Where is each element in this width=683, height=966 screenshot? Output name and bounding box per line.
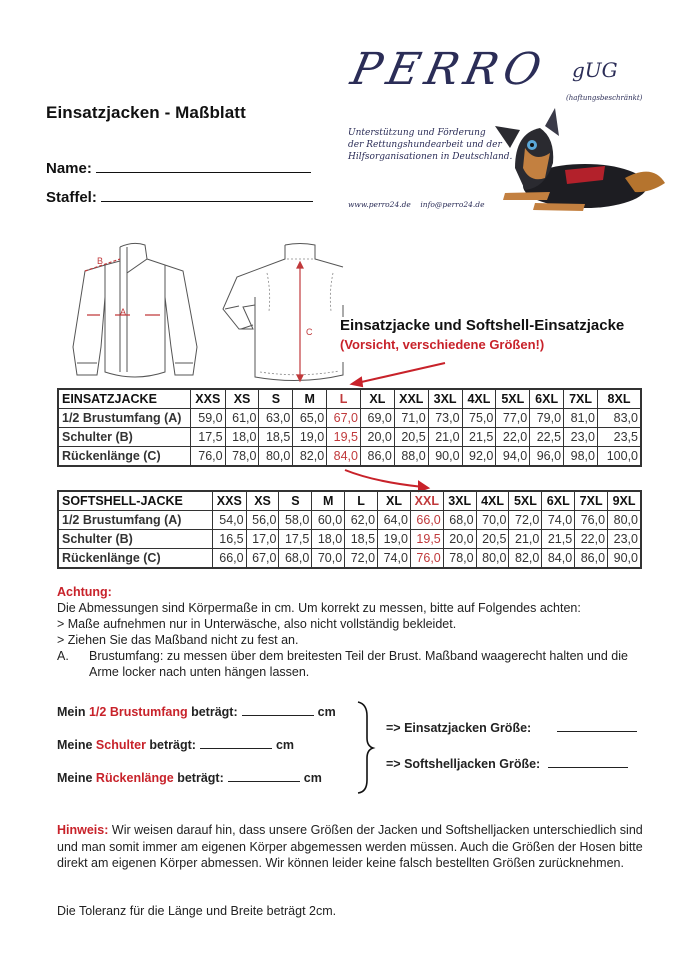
meas-suffix: beträgt:	[177, 771, 224, 785]
cell: 17,5	[191, 428, 226, 447]
page-title: Einsatzjacken - Maßblatt	[46, 103, 246, 122]
cell: 63,0	[259, 409, 293, 428]
table-row	[58, 409, 641, 428]
cell: 78,0	[225, 447, 259, 467]
cell: 60,0	[312, 511, 345, 530]
cell-highlight: 76,0	[410, 549, 443, 569]
meas-term: Rückenlänge	[95, 771, 174, 785]
caption-warning: (Vorsicht, verschiedene Größen!)	[340, 337, 545, 352]
meas-unit: cm	[317, 705, 336, 719]
cell: 21,5	[462, 428, 496, 447]
staffel-label: Staffel:	[46, 189, 97, 206]
cell-highlight: 19,5	[327, 428, 361, 447]
notes-heading: Achtung:	[57, 585, 112, 599]
cell: 74,0	[378, 549, 411, 569]
cell: 90,0	[608, 549, 641, 569]
hinweis-paragraph	[57, 822, 657, 872]
table-header-row	[58, 389, 641, 409]
result-label: => Einsatzjacken Größe:	[386, 721, 532, 735]
size-header: 7XL	[575, 491, 608, 511]
cell: 68,0	[279, 549, 312, 569]
cell: 22,5	[530, 428, 564, 447]
table-row	[58, 511, 641, 530]
item-key: A.	[57, 649, 69, 663]
meas-prefix: Meine	[57, 738, 93, 752]
cell: 21,5	[542, 530, 575, 549]
table-row	[58, 530, 641, 549]
cell-highlight: 84,0	[327, 447, 361, 467]
cell: 17,0	[246, 530, 279, 549]
einsatz-size-result	[386, 720, 637, 735]
cell: 73,0	[428, 409, 462, 428]
cell: 86,0	[575, 549, 608, 569]
size-header: 6XL	[542, 491, 575, 511]
meas-term: Schulter	[95, 738, 146, 752]
notes-section	[57, 584, 677, 680]
cell: 92,0	[462, 447, 496, 467]
row-label: Rückenlänge (C)	[58, 447, 191, 467]
size-header: 5XL	[509, 491, 542, 511]
size-header: 5XL	[496, 389, 530, 409]
size-header: 3XL	[443, 491, 476, 511]
cell: 22,0	[496, 428, 530, 447]
notes-bullet: > Maße aufnehmen nur in Unterwäsche, also nicht vollständig bekleidet.	[57, 617, 457, 631]
cell: 77,0	[496, 409, 530, 428]
size-header: 9XL	[608, 491, 641, 511]
softshell-size-input-line[interactable]	[548, 756, 628, 768]
cell: 66,0	[213, 549, 247, 569]
cell: 86,0	[361, 447, 395, 467]
cell: 19,0	[378, 530, 411, 549]
row-label: Rückenlänge (C)	[58, 549, 213, 569]
logo-brand: PERRO	[346, 44, 552, 95]
cell: 80,0	[608, 511, 641, 530]
meas-prefix: Meine	[57, 771, 93, 785]
notes-item-a	[57, 648, 677, 680]
size-header: S	[279, 491, 312, 511]
cell: 94,0	[496, 447, 530, 467]
cell: 80,0	[476, 549, 509, 569]
einsatz-size-input-line[interactable]	[557, 720, 637, 732]
logo-suffix: gUG	[572, 58, 618, 82]
cell-highlight: 19,5	[410, 530, 443, 549]
meas-unit: cm	[303, 771, 322, 785]
cell: 21,0	[509, 530, 542, 549]
cell: 100,0	[598, 447, 642, 467]
cell: 88,0	[394, 447, 428, 467]
cell-highlight: 66,0	[410, 511, 443, 530]
cell: 82,0	[293, 447, 327, 467]
cell: 68,0	[443, 511, 476, 530]
softshell-size-result	[386, 756, 628, 771]
cell: 64,0	[378, 511, 411, 530]
email-link[interactable]: info@perro24.de	[420, 200, 485, 209]
cell-highlight: 67,0	[327, 409, 361, 428]
tagline-line: der Rettungshundearbeit und der	[348, 140, 502, 150]
cell: 72,0	[509, 511, 542, 530]
size-header: 6XL	[530, 389, 564, 409]
caption-heading: Einsatzjacke und Softshell-Einsatzjacke	[340, 317, 625, 334]
cell: 20,0	[443, 530, 476, 549]
size-header: 3XL	[428, 389, 462, 409]
hinweis-text: Wir weisen darauf hin, dass unsere Größen der Jacken und Softshelljacken unterschiedlich sind und man somit immer am eigenen Körper abgemessen werden müssen. Auch die Größen der Hosen bitte direkt am eigenen Körper abmessen. Wir können leider keine falsch bestellten Größen zurücknehmen.	[57, 823, 643, 870]
website-link[interactable]: www.perro24.de	[348, 200, 411, 209]
curly-brace-icon	[355, 700, 377, 795]
cell: 18,5	[345, 530, 378, 549]
cell: 22,0	[575, 530, 608, 549]
size-header: 8XL	[598, 389, 642, 409]
cell: 75,0	[462, 409, 496, 428]
cell: 23,0	[564, 428, 598, 447]
tagline-line: Unterstützung und Förderung	[348, 128, 486, 138]
back-measurement	[57, 770, 322, 785]
cell: 71,0	[394, 409, 428, 428]
cell: 80,0	[259, 447, 293, 467]
arrow-to-l-icon	[352, 378, 362, 386]
cell: 62,0	[345, 511, 378, 530]
cell: 72,0	[345, 549, 378, 569]
cell: 96,0	[530, 447, 564, 467]
shoulder-input-line[interactable]	[200, 737, 272, 749]
chest-measurement	[57, 704, 336, 719]
row-label: Schulter (B)	[58, 530, 213, 549]
size-header: XL	[378, 491, 411, 511]
name-label: Name:	[46, 160, 92, 177]
size-header: L	[345, 491, 378, 511]
size-header: M	[293, 389, 327, 409]
back-input-line[interactable]	[228, 770, 300, 782]
cell: 23,5	[598, 428, 642, 447]
shoulder-measurement	[57, 737, 294, 752]
cell: 20,5	[476, 530, 509, 549]
table-row	[58, 447, 641, 467]
cell: 69,0	[361, 409, 395, 428]
cell: 70,0	[476, 511, 509, 530]
cell: 19,0	[293, 428, 327, 447]
size-header: XL	[361, 389, 395, 409]
meas-prefix: Mein	[57, 705, 86, 719]
cell: 18,5	[259, 428, 293, 447]
cell: 20,0	[361, 428, 395, 447]
size-header: XXS	[213, 491, 247, 511]
table-title: SOFTSHELL-JACKE	[58, 491, 213, 511]
softshell-size-table	[57, 490, 642, 569]
cell: 17,5	[279, 530, 312, 549]
cell: 82,0	[509, 549, 542, 569]
cell: 18,0	[312, 530, 345, 549]
meas-unit: cm	[275, 738, 295, 752]
row-label: Schulter (B)	[58, 428, 191, 447]
cell: 61,0	[225, 409, 259, 428]
table-row	[58, 428, 641, 447]
cell: 81,0	[564, 409, 598, 428]
cell: 18,0	[225, 428, 259, 447]
size-header: 7XL	[564, 389, 598, 409]
chest-input-line[interactable]	[242, 704, 314, 716]
notes-intro: Die Abmessungen sind Körpermaße in cm. Um korrekt zu messen, bitte auf Folgendes achten:	[57, 601, 581, 615]
cell: 23,0	[608, 530, 641, 549]
row-label: 1/2 Brustumfang (A)	[58, 511, 213, 530]
item-text: Brustumfang: zu messen über dem breitesten Teil der Brust. Maßband waagerecht halten und die Arme locker nach unten hängen lassen.	[89, 649, 628, 679]
size-header: 4XL	[462, 389, 496, 409]
logo-legal: (haftungsbeschränkt)	[566, 94, 643, 102]
size-header: S	[259, 389, 293, 409]
cell: 78,0	[443, 549, 476, 569]
cell: 98,0	[564, 447, 598, 467]
size-header-highlight: XXL	[410, 491, 443, 511]
cell: 90,0	[428, 447, 462, 467]
cell: 70,0	[312, 549, 345, 569]
size-header-highlight: L	[327, 389, 361, 409]
size-header: M	[312, 491, 345, 511]
size-header: XXL	[394, 389, 428, 409]
cell: 21,0	[428, 428, 462, 447]
cell: 65,0	[293, 409, 327, 428]
label-c: C	[306, 327, 313, 337]
cell: 79,0	[530, 409, 564, 428]
cell: 56,0	[246, 511, 279, 530]
cell: 16,5	[213, 530, 247, 549]
notes-bullet: > Ziehen Sie das Maßband nicht zu fest an.	[57, 633, 299, 647]
cell: 59,0	[191, 409, 226, 428]
size-header: XS	[246, 491, 279, 511]
cell: 54,0	[213, 511, 247, 530]
table-header-row	[58, 491, 641, 511]
cell: 76,0	[191, 447, 226, 467]
cell: 58,0	[279, 511, 312, 530]
meas-term: 1/2 Brustumfang	[88, 705, 188, 719]
cell: 76,0	[575, 511, 608, 530]
label-b: B	[97, 256, 104, 266]
meas-suffix: beträgt:	[191, 705, 238, 719]
meas-suffix: beträgt:	[149, 738, 196, 752]
size-header: XS	[225, 389, 259, 409]
cell: 67,0	[246, 549, 279, 569]
einsatzjacke-size-table	[57, 388, 642, 467]
table-row	[58, 549, 641, 569]
label-a: A	[120, 307, 127, 317]
hinweis-label: Hinweis:	[57, 823, 109, 837]
table-title: EINSATZJACKE	[58, 389, 191, 409]
cell: 83,0	[598, 409, 642, 428]
size-header: XXS	[191, 389, 226, 409]
cell: 84,0	[542, 549, 575, 569]
tolerance-note: Die Toleranz für die Länge und Breite beträgt 2cm.	[57, 904, 337, 918]
row-label: 1/2 Brustumfang (A)	[58, 409, 191, 428]
result-label: => Softshelljacken Größe:	[386, 757, 541, 771]
cell: 74,0	[542, 511, 575, 530]
size-header: 4XL	[476, 491, 509, 511]
tagline-line: Hilfsorganisationen in Deutschland.	[348, 152, 513, 162]
cell: 20,5	[394, 428, 428, 447]
